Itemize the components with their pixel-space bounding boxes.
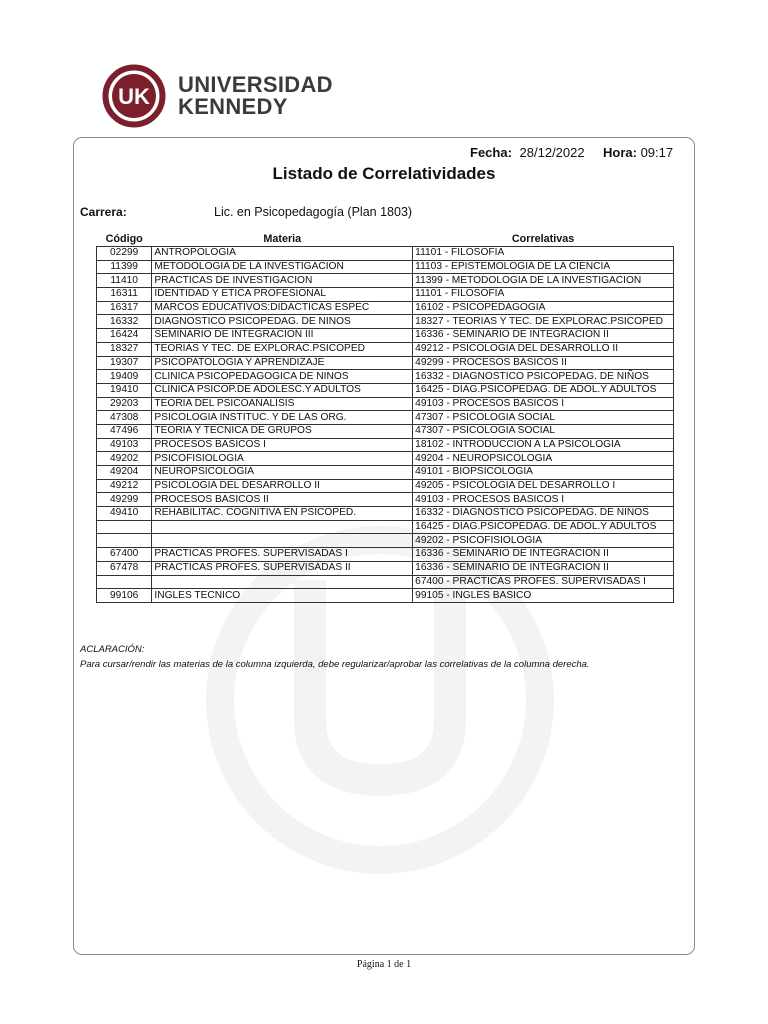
code-cell: 49410 bbox=[97, 507, 152, 521]
correlative-cell: 16425 - DIAG.PSICOPEDAG. DE ADOL.Y ADULTOS bbox=[413, 520, 674, 534]
correlative-cell: 16336 - SEMINARIO DE INTEGRACION II bbox=[413, 561, 674, 575]
code-cell: 49212 bbox=[97, 479, 152, 493]
code-cell: 99106 bbox=[97, 589, 152, 603]
correlative-cell: 49299 - PROCESOS BASICOS II bbox=[413, 356, 674, 370]
table-row bbox=[97, 479, 674, 493]
table-row bbox=[97, 383, 674, 397]
time-value: 09:17 bbox=[640, 145, 674, 160]
correlative-cell: 16332 - DIAGNOSTICO PSICOPEDAG. DE NIÑOS bbox=[413, 507, 674, 521]
subject-cell: CLINICA PSICOPEDAGOGICA DE NINOS bbox=[152, 370, 413, 384]
correlative-cell: 18102 - INTRODUCCION A LA PSICOLOGIA bbox=[413, 438, 674, 452]
time-label: Hora: bbox=[603, 145, 637, 160]
table-row bbox=[97, 589, 674, 603]
subject-cell: ANTROPOLOGIA bbox=[152, 247, 413, 261]
subject-cell bbox=[152, 575, 413, 589]
code-cell: 67400 bbox=[97, 548, 152, 562]
carrera-value: Lic. en Psicopedagogía (Plan 1803) bbox=[214, 205, 413, 219]
subject-cell: PRACTICAS PROFES. SUPERVISADAS II bbox=[152, 561, 413, 575]
correlative-cell: 47307 - PSICOLOGIA SOCIAL bbox=[413, 411, 674, 425]
code-cell: 16317 bbox=[97, 301, 152, 315]
header-correlativas: Correlativas bbox=[511, 233, 575, 245]
subject-cell bbox=[152, 534, 413, 548]
table-row bbox=[97, 301, 674, 315]
correlative-cell: 11103 - EPISTEMOLOGIA DE LA CIENCIA bbox=[413, 260, 674, 274]
subject-cell: PRACTICAS DE INVESTIGACION bbox=[152, 274, 413, 288]
subject-cell: DIAGNOSTICO PSICOPEDAG. DE NINOS bbox=[152, 315, 413, 329]
table-row bbox=[97, 342, 674, 356]
correlative-cell: 11399 - METODOLOGIA DE LA INVESTIGACION bbox=[413, 274, 674, 288]
code-cell: 11399 bbox=[97, 260, 152, 274]
page-number: Página 1 de 1 bbox=[356, 959, 412, 970]
correlative-cell: 11101 - FILOSOFIA bbox=[413, 288, 674, 302]
code-cell: 49299 bbox=[97, 493, 152, 507]
subject-cell: IDENTIDAD Y ETICA PROFESIONAL bbox=[152, 288, 413, 302]
table-row bbox=[97, 288, 674, 302]
table-row bbox=[97, 575, 674, 589]
code-cell: 29203 bbox=[97, 397, 152, 411]
correlative-cell: 16336 - SEMINARIO DE INTEGRACION II bbox=[413, 548, 674, 562]
code-cell: 16311 bbox=[97, 288, 152, 302]
table-row bbox=[97, 397, 674, 411]
table-row bbox=[97, 315, 674, 329]
table-row bbox=[97, 466, 674, 480]
code-cell: 16332 bbox=[97, 315, 152, 329]
subject-cell: TEORIA Y TECNICA DE GRUPOS bbox=[152, 424, 413, 438]
university-name bbox=[178, 74, 333, 118]
table-row bbox=[97, 260, 674, 274]
code-cell: 02299 bbox=[97, 247, 152, 261]
correlative-cell: 67400 - PRACTICAS PROFES. SUPERVISADAS I bbox=[413, 575, 674, 589]
subject-cell: SEMINARIO DE INTEGRACION III bbox=[152, 329, 413, 343]
subject-cell: MARCOS EDUCATIVOS:DIDACTICAS ESPEC bbox=[152, 301, 413, 315]
brand-line-2: KENNEDY bbox=[178, 94, 288, 119]
note-heading: ACLARACIÓN: bbox=[80, 644, 145, 655]
code-cell: 19410 bbox=[97, 383, 152, 397]
table-row bbox=[97, 438, 674, 452]
subject-cell: INGLES TECNICO bbox=[152, 589, 413, 603]
subject-cell: PROCESOS BASICOS II bbox=[152, 493, 413, 507]
page-title: Listado de Correlatividades bbox=[272, 164, 496, 183]
subject-cell: CLINICA PSICOP.DE ADOLESC.Y ADULTOS bbox=[152, 383, 413, 397]
code-cell: 18327 bbox=[97, 342, 152, 356]
code-cell: 19307 bbox=[97, 356, 152, 370]
table-row bbox=[97, 520, 674, 534]
subject-cell: PRACTICAS PROFES. SUPERVISADAS I bbox=[152, 548, 413, 562]
correlatives-table bbox=[96, 232, 674, 603]
date-value: 28/12/2022 bbox=[519, 145, 585, 160]
brand-line-1: UNIVERSIDAD bbox=[178, 72, 333, 97]
correlative-cell: 49212 - PSICOLOGIA DEL DESARROLLO II bbox=[413, 342, 674, 356]
header-codigo: Código bbox=[105, 233, 143, 245]
code-cell: 49103 bbox=[97, 438, 152, 452]
correlative-cell: 16102 - PSICOPEDAGOGIA bbox=[413, 301, 674, 315]
university-logo bbox=[102, 64, 166, 128]
table-row bbox=[97, 274, 674, 288]
note-block bbox=[80, 642, 590, 672]
subject-cell: TEORIAS Y TEC. DE EXPLORAC.PSICOPED bbox=[152, 342, 413, 356]
table-row bbox=[97, 507, 674, 521]
correlative-cell: 47307 - PSICOLOGIA SOCIAL bbox=[413, 424, 674, 438]
table-row bbox=[97, 548, 674, 562]
logo-letters: UK bbox=[118, 84, 150, 109]
subject-cell: NEUROPSICOLOGIA bbox=[152, 466, 413, 480]
correlative-cell: 49103 - PROCESOS BASICOS I bbox=[413, 493, 674, 507]
correlative-cell: 49202 - PSICOFISIOLOGIA bbox=[413, 534, 674, 548]
subject-cell: PSICOPATOLOGIA Y APRENDIZAJE bbox=[152, 356, 413, 370]
table-row bbox=[97, 534, 674, 548]
subject-cell: PSICOLOGIA DEL DESARROLLO II bbox=[152, 479, 413, 493]
correlative-cell: 16332 - DIAGNOSTICO PSICOPEDAG. DE NIÑOS bbox=[413, 370, 674, 384]
header-materia: Materia bbox=[263, 233, 302, 245]
code-cell: 19409 bbox=[97, 370, 152, 384]
subject-cell bbox=[152, 520, 413, 534]
correlative-cell: 11101 - FILOSOFIA bbox=[413, 247, 674, 261]
table-row bbox=[97, 356, 674, 370]
subject-cell: METODOLOGIA DE LA INVESTIGACION bbox=[152, 260, 413, 274]
table-row bbox=[97, 370, 674, 384]
correlative-cell: 49204 - NEUROPSICOLOGIA bbox=[413, 452, 674, 466]
table-row bbox=[97, 452, 674, 466]
correlative-cell: 18327 - TEORIAS Y TEC. DE EXPLORAC.PSICOPED bbox=[413, 315, 674, 329]
correlative-cell: 99105 - INGLES BASICO bbox=[413, 589, 674, 603]
table-header-row bbox=[97, 232, 674, 247]
code-cell bbox=[97, 575, 152, 589]
code-cell: 16424 bbox=[97, 329, 152, 343]
note-text: Para cursar/rendir las materias de la columna izquierda, debe regularizar/aprobar las correlativas de la columna derecha. bbox=[80, 659, 590, 670]
subject-cell: PROCESOS BASICOS I bbox=[152, 438, 413, 452]
table-row bbox=[97, 561, 674, 575]
correlative-cell: 49103 - PROCESOS BASICOS I bbox=[413, 397, 674, 411]
subject-cell: TEORIA DEL PSICOANALISIS bbox=[152, 397, 413, 411]
date-label: Fecha: bbox=[470, 145, 512, 160]
table-row bbox=[97, 493, 674, 507]
table-row bbox=[97, 329, 674, 343]
correlative-cell: 49101 - BIOPSICOLOGIA bbox=[413, 466, 674, 480]
date-field bbox=[470, 145, 585, 160]
code-cell: 49204 bbox=[97, 466, 152, 480]
code-cell: 47308 bbox=[97, 411, 152, 425]
time-field bbox=[603, 145, 673, 160]
correlative-cell: 16336 - SEMINARIO DE INTEGRACION II bbox=[413, 329, 674, 343]
code-cell: 49202 bbox=[97, 452, 152, 466]
code-cell: 67478 bbox=[97, 561, 152, 575]
code-cell: 11410 bbox=[97, 274, 152, 288]
code-cell bbox=[97, 534, 152, 548]
code-cell bbox=[97, 520, 152, 534]
table-row bbox=[97, 411, 674, 425]
correlative-cell: 49205 - PSICOLOGIA DEL DESARROLLO I bbox=[413, 479, 674, 493]
subject-cell: PSICOLOGIA INSTITUC. Y DE LAS ORG. bbox=[152, 411, 413, 425]
table-row bbox=[97, 424, 674, 438]
subject-cell: REHABILITAC. COGNITIVA EN PSICOPED. bbox=[152, 507, 413, 521]
code-cell: 47496 bbox=[97, 424, 152, 438]
carrera-label: Carrera: bbox=[80, 205, 127, 219]
subject-cell: PSICOFISIOLOGIA bbox=[152, 452, 413, 466]
correlative-cell: 16425 - DIAG.PSICOPEDAG. DE ADOL.Y ADULTOS bbox=[413, 383, 674, 397]
table-row bbox=[97, 247, 674, 261]
